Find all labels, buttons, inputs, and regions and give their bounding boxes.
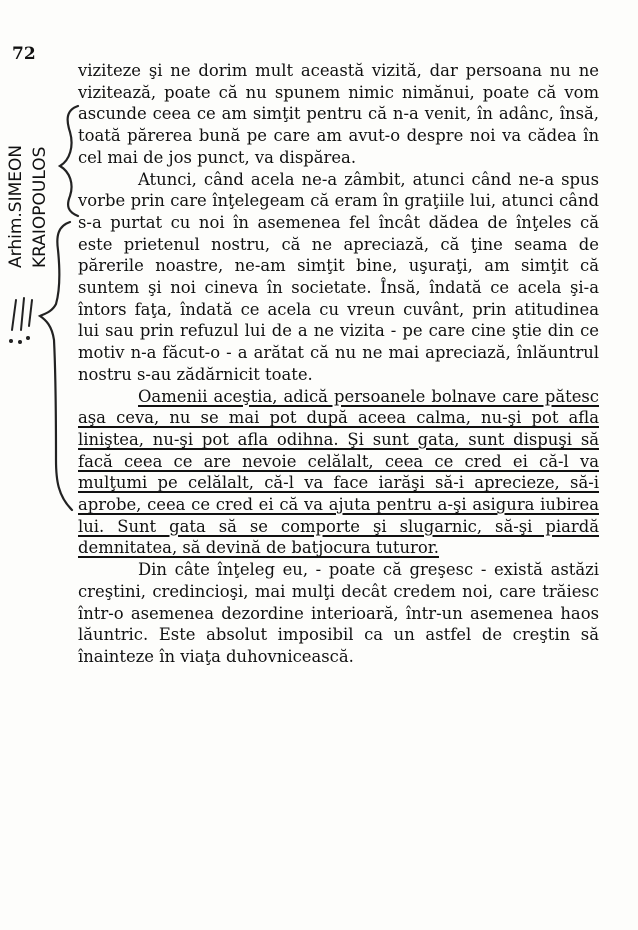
author-surname: KRAIOPOULOS: [30, 146, 50, 268]
margin-bracket-top: [60, 106, 78, 216]
margin-bracket-long: [40, 222, 72, 510]
page-number: 72: [12, 44, 36, 64]
exclamation-marks: [0, 0, 32, 344]
author-name: Arhim.SIMEON: [6, 144, 26, 268]
handwritten-margin-marks: [0, 0, 90, 930]
paragraph-underlined: Oamenii aceştia, adică persoanele bolnave care pătesc aşa ceva, nu se mai pot după aceea calma, nu-şi pot afla liniştea, nu-şi pot afla odihna. Şi sunt gata, sunt dispuşi să facă ceea ce are nevoie celălalt, ceea ce cred ei că-l va mulţumi pe celălalt, că-l va face iarăşi să-i aprecieze, să-i aprobe, ceea ce cred ei că va ajuta pentru a-şi asigura iubirea lui. Sunt gata să se comporte şi slugarnic, să-şi piardă demnitatea, să devină de batjocura tuturor.: [78, 386, 599, 558]
paragraph: Din câte înţeleg eu, - poate că greşesc - există astăzi creştini, credincioşi, mai mulţi decât credem noi, care trăiesc într-o asemenea dezordine interioară, într-un asemenea haos lăuntric. Este absolut imposibil ca un astfel de creştin să înainteze în viaţa duhovnicească.: [78, 560, 599, 666]
body-text: [78, 60, 599, 668]
paragraph: Atunci, când acela ne-a zâmbit, atunci când ne-a spus vorbe prin care înţelegeam că eram în graţiile lui, atunci când s-a purtat cu noi în asemenea fel încât dădea de înţeles că este prietenul nostru, că ne apreciază, că ţine seama de părerile noastre, ne-am simţit bine, uşuraţi, am simţit că suntem şi noi cineva în societate. Însă, îndată ce acela şi-a întors faţa, îndată ce acela cu vreun cuvânt, prin atitudinea lui sau prin refuzul lui de a ne vizita - pe care cine ştie din ce motiv n-a făcut-o - a arătat că nu ne mai apreciază, înlăuntrul nostru s-au zădărnicit toate.: [78, 169, 599, 384]
paragraph-continuation: viziteze şi ne dorim mult această vizită, dar persoana nu ne vizitează, poate că nu spunem nimic nimănui, poate că vom ascunde ceea ce am simţit pentru că n-a venit, în adânc, însă, toată părerea bună pe care am avut-o despre noi va cădea în cel mai de jos punct, va dispărea.: [78, 61, 599, 167]
